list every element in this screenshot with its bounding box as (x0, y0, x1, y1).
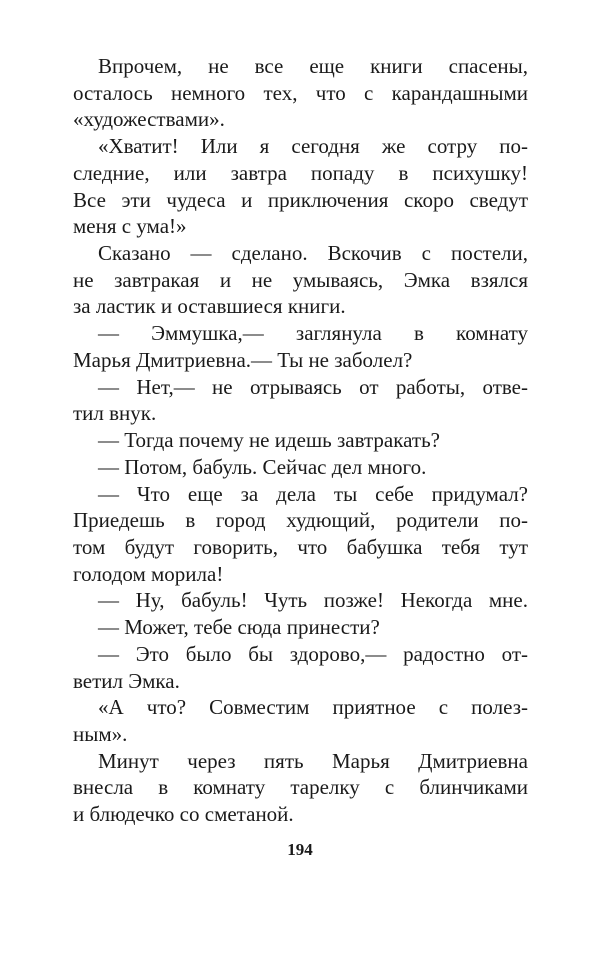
text-line: и блюдечко со сметаной. (73, 802, 294, 827)
text-line: Приедешь в город худющий, родители по- (73, 508, 528, 533)
text-line: Минут через пять Марья Дмитриевна (98, 748, 528, 773)
text-line: — Потом, бабуль. Сейчас дел много. (98, 454, 427, 479)
text-line: — Это было бы здорово,— радостно от- (98, 641, 528, 666)
text-line: Впрочем, не все еще книги спасены, (98, 54, 528, 78)
text-line: внесла в комнату тарелку с блинчиками (73, 775, 528, 800)
text-line: — Нет,— не отрываясь от работы, отве- (98, 374, 528, 399)
text-line: — Эммушка,— заглянула в комнату (98, 321, 528, 346)
text-line: ветил Эмка. (73, 668, 180, 693)
text-line: «Хватит! Или я сегодня же сотру по- (98, 134, 528, 159)
text-line: — Может, тебе сюда принести? (98, 615, 380, 640)
page-number: 194 (287, 840, 313, 859)
text-line: ным». (73, 721, 128, 746)
text-line: Все эти чудеса и приключения скоро сведут (73, 187, 528, 212)
text-line: Марья Дмитриевна.— Ты не заболел? (73, 347, 413, 372)
text-line: меня с ума!» (73, 214, 187, 239)
text-line: «художествами». (73, 107, 225, 132)
text-line: голодом морила! (73, 561, 224, 586)
text-line: том будут говорить, что бабушка тебя тут (73, 534, 528, 559)
text-line: тил внук. (73, 401, 157, 426)
text-line: за ластик и оставшиеся книги. (73, 294, 346, 319)
text-line: Сказано — сделано. Вскочив с постели, (98, 241, 528, 266)
book-page-text (73, 53, 528, 828)
text-line: осталось немного тех, что с карандашными (73, 80, 528, 105)
text-line: «А что? Совместим приятное с полез- (98, 695, 528, 720)
text-line: — Что еще за дела ты себе придумал? (98, 481, 528, 506)
text-line: следние, или завтра попаду в психушку! (73, 160, 528, 185)
text-line: — Ну, бабуль! Чуть позже! Некогда мне. (98, 588, 528, 613)
text-line: — Тогда почему не идешь завтракать? (98, 428, 440, 453)
text-line: не завтракая и не умываясь, Эмка взялся (73, 267, 528, 292)
